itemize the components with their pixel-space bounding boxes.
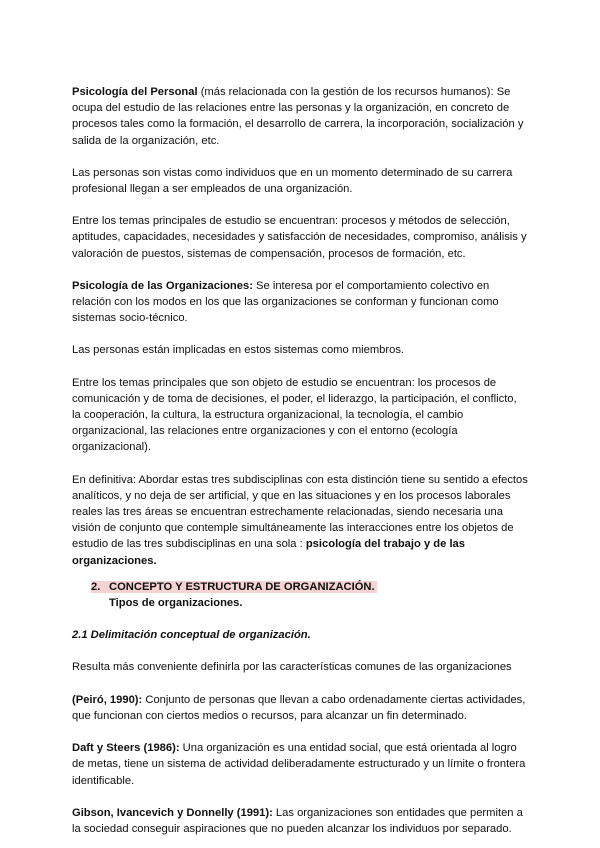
paragraph-text: (más relacionada con la gestión de los recursos humanos): Se ocupa del estudio de las relaciones entre las personas y la organización, en concreto de procesos tales como la formación, el desarrollo de carrera, la incorporación, socialización y salida de la organización, etc.	[72, 86, 524, 147]
citation-daft-steers: Daft y Steers (1986):	[72, 742, 180, 755]
paragraph-psicologia-organizaciones	[72, 278, 528, 327]
subsection-title: 2.1 Delimitación conceptual de organización.	[72, 629, 311, 642]
paragraph-text: Se interesa por el comportamiento colectivo en relación con los modos en los que las organizaciones se conforman y funcionan como sistemas socio-técnico.	[72, 279, 499, 325]
paragraph-definicion-gibson	[72, 805, 528, 837]
paragraph-text: Las organizaciones son entidades que permiten a la sociedad conseguir aspiraciones que no pueden alcanzar los individuos por separado.	[72, 806, 523, 835]
paragraph-psicologia-personal	[72, 84, 528, 149]
term-psicologia-trabajo: psicología del trabajo y de las organizaciones.	[72, 538, 466, 567]
heading-subtitle: Tipos de organizaciones.	[109, 597, 243, 610]
heading-title: CONCEPTO Y ESTRUCTURA DE ORGANIZACIÓN.	[109, 580, 375, 593]
heading-number: 2.	[91, 580, 101, 593]
paragraph-text: En definitiva: Abordar estas tres subdisciplinas con esta distinción tiene su sentido a efectos analíticos, y no deja de ser artificial, y que en las situaciones y en los procesos laborales reales las tres áreas se encuentran estrechamente relacionadas, siendo necesaria una visión de conjunto que contemple simultáneamente las interacciones entre los objetos de estudio de las tres subdisciplinas en una sola :	[72, 473, 528, 551]
citation-gibson: Gibson, Ivancevich y Donnelly (1991):	[72, 806, 273, 819]
paragraph-definicion-daft-steers	[72, 740, 528, 789]
paragraph-en-definitiva	[72, 472, 528, 569]
document-page	[72, 84, 528, 837]
paragraph-text: Conjunto de personas que llevan a cabo ordenadamente ciertas actividades, que funcionan con ciertos medios o recursos, para alcanzar un fin determinado.	[72, 693, 526, 722]
paragraph-definicion-peiro	[72, 692, 528, 724]
paragraph-temas-personal: Entre los temas principales de estudio se encuentran: procesos y métodos de selección, aptitudes, capacidades, necesidades y satisfacción de necesidades, compromiso, análisis y valoración de puestos, sistemas de compensación, procesos de formación, etc.	[72, 215, 527, 260]
paragraph-personas-empleados: Las personas son vistas como individuos que en un momento determinado de su carrera profesional llegan a ser empleados de una organización.	[72, 166, 513, 196]
paragraph-temas-organizaciones: Entre los temas principales que son objeto de estudio se encuentran: los procesos de comunicación y de toma de decisiones, el poder, el liderazgo, la participación, el conflicto, la cooperación, la cultura, la estructura organizacional, la tecnología, el cambio organizacional, las relaciones entre organizaciones y con el entorno (ecología organizacional).	[72, 376, 517, 454]
term-psicologia-personal: Psicología del Personal	[72, 86, 198, 98]
term-psicologia-organizaciones: Psicología de las Organizaciones:	[72, 279, 253, 292]
citation-peiro: (Peiró, 1990):	[72, 693, 143, 706]
paragraph-personas-miembros: Las personas están implicadas en estos sistemas como miembros.	[72, 344, 405, 357]
paragraph-text: Una organización es una entidad social, que está orientada al logro de metas, tiene un sistema de actividad deliberadamente estructurado y un límite o frontera identificable.	[72, 742, 526, 787]
paragraph-definicion-intro: Resulta más conveniente definirla por las características comunes de las organizaciones	[72, 661, 512, 674]
section-heading	[91, 579, 528, 611]
heading-highlight	[91, 581, 377, 593]
